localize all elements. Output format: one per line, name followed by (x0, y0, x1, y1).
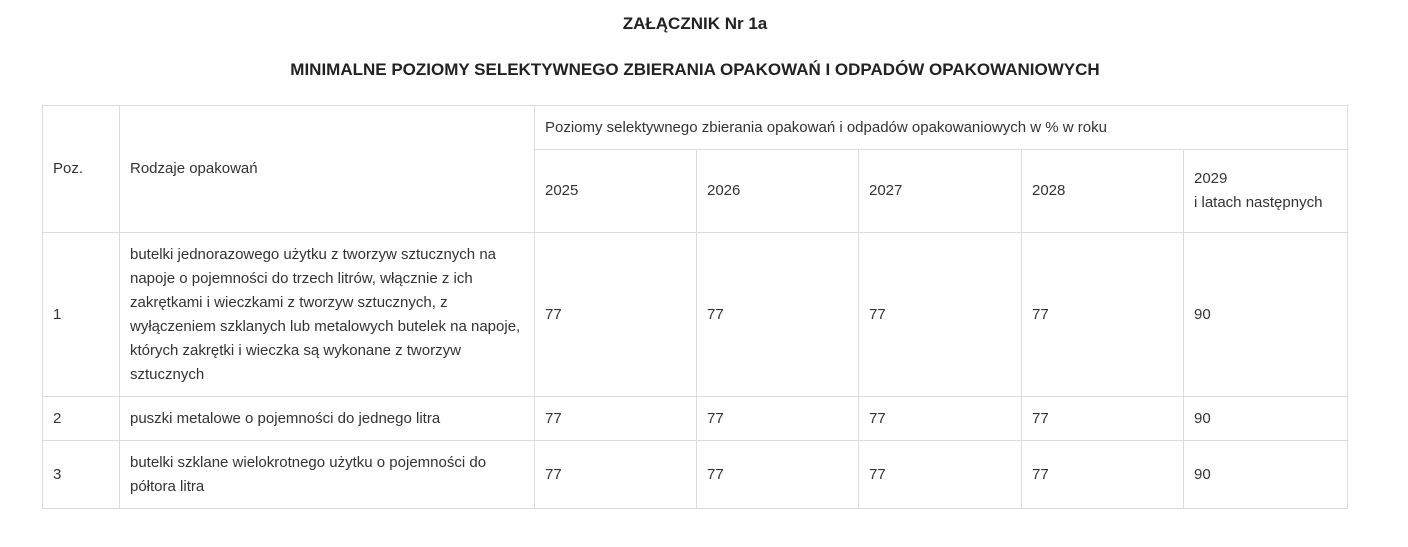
cell-value-2029: 90 (1184, 397, 1348, 441)
cell-value-2026: 77 (697, 441, 859, 509)
cell-value-2029: 90 (1184, 441, 1348, 509)
table-row (43, 441, 1348, 509)
document-title: ZAŁĄCZNIK Nr 1a (622, 14, 768, 33)
cell-value-2029: 90 (1184, 233, 1348, 397)
cell-value-2025: 77 (535, 441, 697, 509)
header-position: Poz. (43, 106, 120, 233)
cell-position: 3 (43, 441, 120, 509)
header-year-2025: 2025 (535, 150, 697, 233)
cell-value-2025: 77 (535, 233, 697, 397)
table-row (43, 397, 1348, 441)
cell-position: 1 (43, 233, 120, 397)
header-year-2026: 2026 (697, 150, 859, 233)
cell-value-2027: 77 (859, 397, 1022, 441)
header-year-2027: 2027 (859, 150, 1022, 233)
cell-value-2026: 77 (697, 233, 859, 397)
cell-position: 2 (43, 397, 120, 441)
cell-value-2027: 77 (859, 441, 1022, 509)
cell-packaging-type: butelki szklane wielokrotnego użytku o pojemności do półtora litra (120, 441, 535, 509)
cell-packaging-type: puszki metalowe o pojemności do jednego litra (120, 397, 535, 441)
header-levels-group: Poziomy selektywnego zbierania opakowań i odpadów opakowaniowych w % w roku (535, 106, 1348, 150)
header-year-2029-suffix: i latach następnych (1194, 194, 1323, 211)
table-row (43, 233, 1348, 397)
header-year-2029 (1184, 150, 1348, 233)
header-packaging-type: Rodzaje opakowań (120, 106, 535, 233)
cell-value-2028: 77 (1022, 397, 1184, 441)
cell-value-2028: 77 (1022, 441, 1184, 509)
collection-levels-table (42, 105, 1348, 509)
cell-value-2028: 77 (1022, 233, 1184, 397)
table-header-row (43, 106, 1348, 150)
cell-value-2026: 77 (697, 397, 859, 441)
header-year-2029-label: 2029 (1194, 170, 1228, 187)
header-year-2028: 2028 (1022, 150, 1184, 233)
cell-value-2027: 77 (859, 233, 1022, 397)
cell-value-2025: 77 (535, 397, 697, 441)
cell-packaging-type: butelki jednorazowego użytku z tworzyw sztucznych na napoje o pojemności do trzech litrów, włącznie z ich zakrętkami i wieczkami z tworzyw sztucznych, z wyłączeniem szklanych lub metalowych butelek na napoje, których zakrętki i wieczka są wykonane z tworzyw sztucznych (120, 233, 535, 397)
document-subtitle: MINIMALNE POZIOMY SELEKTYWNEGO ZBIERANIA OPAKOWAŃ I ODPADÓW OPAKOWANIOWYCH (290, 60, 1100, 79)
